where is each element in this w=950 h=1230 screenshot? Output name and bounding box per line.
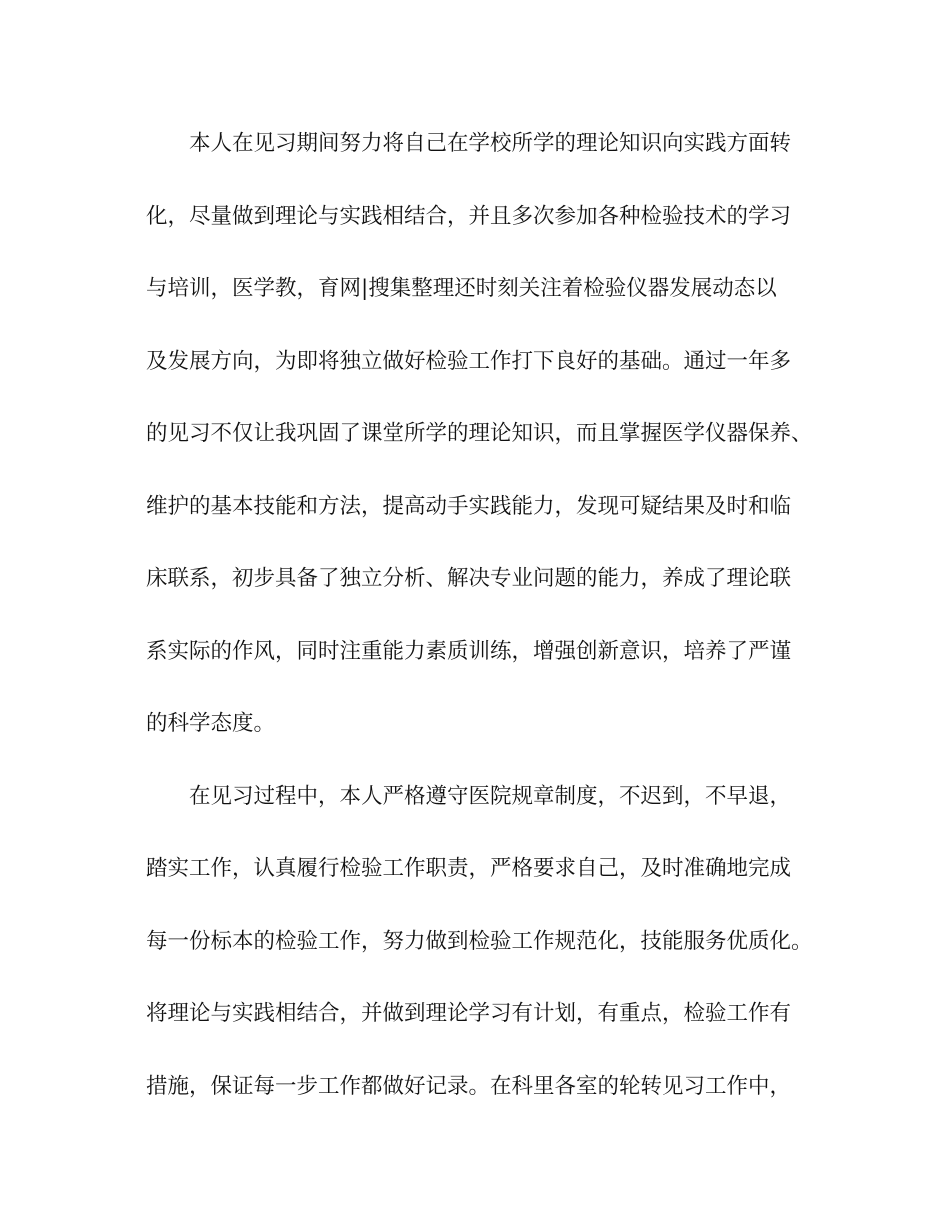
paragraph-2-line-3: 每一份标本的检验工作，努力做到检验工作规范化，技能服务优质化。 — [146, 928, 813, 954]
paragraph-1-line-6: 维护的基本技能和方法，提高动手实践能力，发现可疑结果及时和临 — [146, 493, 792, 519]
paragraph-2-line-5: 措施，保证每一步工作都做好记录。在科里各室的轮转见习工作中， — [146, 1073, 792, 1099]
paragraph-1-line-5: 的见习不仅让我巩固了课堂所学的理论知识，而且掌握医学仪器保养、 — [146, 421, 813, 446]
paragraph-2-line-2: 踏实工作，认真履行检验工作职责，严格要求自己，及时准确地完成 — [146, 856, 792, 881]
paragraph-1-line-7: 床联系，初步具备了独立分析、解决专业问题的能力，养成了理论联 — [146, 566, 792, 591]
body-text — [146, 124, 813, 1139]
paragraph-1-line-3: 与培训，医学教，育网|搜集整理还时刻关注着检验仪器发展动态以 — [146, 276, 777, 301]
paragraph-2-line-1: 在见习过程中，本人严格遵守医院规章制度，不迟到，不早退， — [189, 783, 792, 809]
paragraph-1-line-2: 化，尽量做到理论与实践相结合，并且多次参加各种检验技术的学习 — [146, 203, 792, 229]
paragraph-2-line-4: 将理论与实践相结合，并做到理论学习有计划，有重点，检验工作有 — [146, 1001, 792, 1026]
paragraph-1-line-8: 系实际的作风，同时注重能力素质训练，增强创新意识，培养了严谨 — [146, 638, 792, 664]
paragraph-1-line-4: 及发展方向，为即将独立做好检验工作打下良好的基础。通过一年多 — [146, 348, 792, 374]
paragraph-1-line-1: 本人在见习期间努力将自己在学校所学的理论知识向实践方面转 — [189, 131, 792, 156]
paragraph-1-line-9: 的科学态度。 — [146, 711, 276, 736]
